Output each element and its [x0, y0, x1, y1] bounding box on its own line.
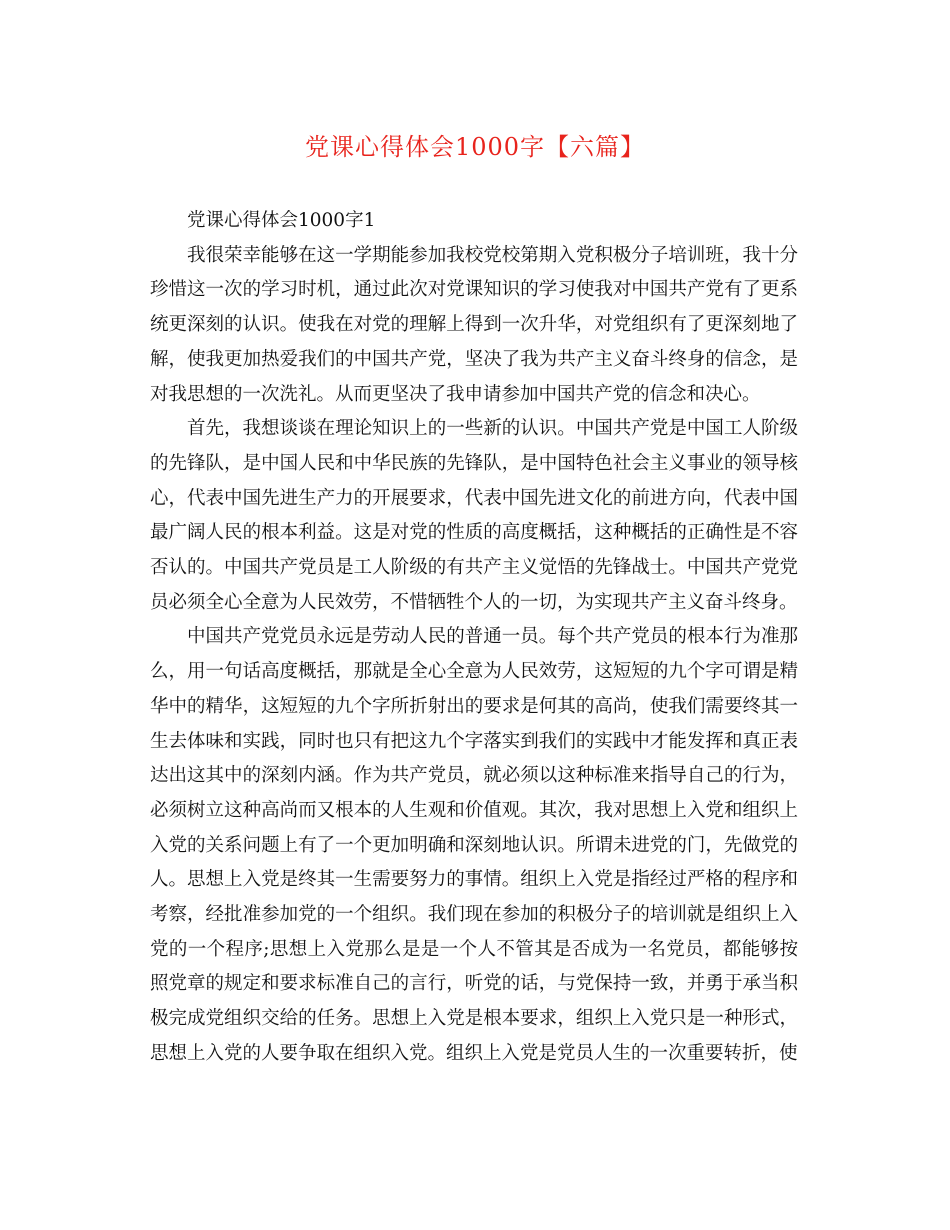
document-title: 党课心得体会1000字【六篇】 [304, 133, 646, 161]
section-subtitle: 党课心得体会1000字1 [187, 210, 376, 231]
paragraph-1: 我很荣幸能够在这一学期能参加我校党校第期入党积极分子培训班，我十分珍惜这一次的学习时机，通过此次对党课知识的学习使我对中国共产党有了更系统更深刻的认识。使我在对党的理解上得到一次升华，对党组织有了更深刻地了解，使我更加热爱我们的中国共产党，坚决了我为共产主义奋斗终身的信念，是对我思想的一次洗礼。从而更坚决了我申请参加中国共产党的信念和决心。 [150, 244, 798, 405]
paragraph-2: 首先，我想谈谈在理论知识上的一些新的认识。中国共产党是中国工人阶级的先锋队，是中国人民和中华民族的先锋队，是中国特色社会主义事业的领导核心，代表中国先进生产力的开展要求，代表中国先进文化的前进方向，代表中国最广阔人民的根本利益。这是对党的性质的高度概括，这种概括的正确性是不容否认的。中国共产党员是工人阶级的有共产主义觉悟的先锋战士。中国共产党党员必须全心全意为人民效劳，不惜牺牲个人的一切，为实现共产主义奋斗终身。 [150, 418, 798, 613]
paragraph-3: 中国共产党党员永远是劳动人民的普通一员。每个共产党员的根本行为准那么，用一句话高度概括，那就是全心全意为人民效劳，这短短的九个字可谓是精华中的精华，这短短的九个字所折射出的要求是何其的高尚，使我们需要终其一生去体味和实践，同时也只有把这九个字落实到我们的实践中才能发挥和真正表达出这其中的深刻内涵。作为共产党员，就必须以这种标准来指导自己的行为，必须树立这种高尚而又根本的人生观和价值观。其次，我对思想上入党和组织上入党的关系问题上有了一个更加明确和深刻地认识。所谓未进党的门，先做党的人。思想上入党是终其一生需要努力的事情。组织上入党是指经过严格的程序和考察，经批准参加党的一个组织。我们现在参加的积极分子的培训就是组织上入党的一个程序;思想上入党那么是是一个人不管其是否成为一名党员，都能够按照党章的规定和要求标准自己的言行，听党的话，与党保持一致，并勇于承当积极完成党组织交给的任务。思想上入党是根本要求，组织上入党只是一种形式，思想上入党的人要争取在组织入党。组织上入党是党员人生的一次重要转折，使 [150, 626, 798, 1064]
document-body [150, 204, 798, 1072]
